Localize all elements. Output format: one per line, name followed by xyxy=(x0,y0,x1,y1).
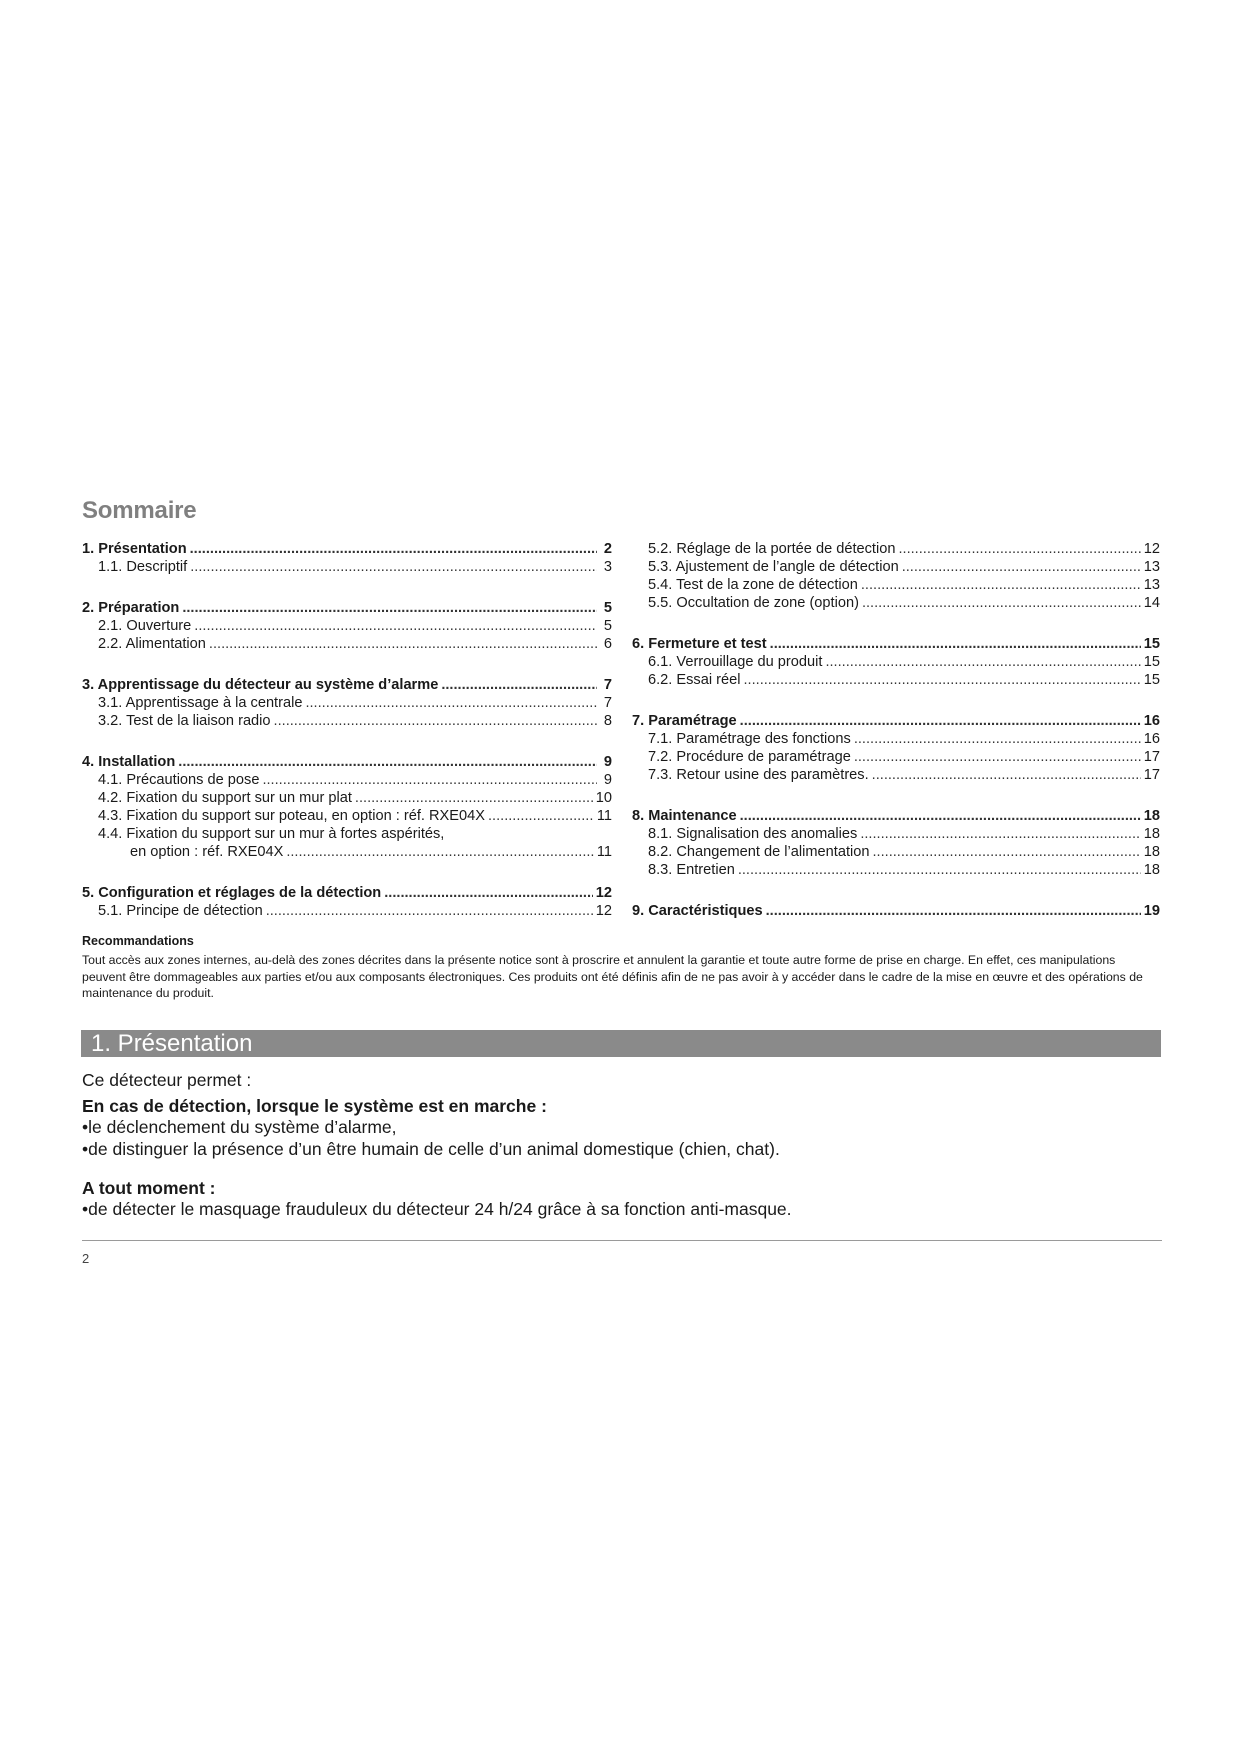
toc-entry[interactable] xyxy=(82,676,612,694)
toc-entry-label: 7.1. Paramétrage des fonctions xyxy=(648,731,851,747)
toc-entry-page: 9 xyxy=(603,772,612,788)
toc-entry-label: 6.1. Verrouillage du produit xyxy=(648,654,823,670)
toc-entry-page: 14 xyxy=(1143,595,1160,611)
toc-leader xyxy=(740,807,1141,825)
toc-leader xyxy=(286,843,594,861)
anytime-heading: A tout moment : xyxy=(82,1178,216,1198)
toc-left-column xyxy=(82,540,612,920)
toc-entry-page: 11 xyxy=(596,844,612,860)
toc-entry[interactable] xyxy=(82,753,612,771)
toc-leader xyxy=(262,771,597,789)
toc-leader xyxy=(266,902,593,920)
toc-entry-page: 19 xyxy=(1143,903,1160,919)
toc-entry-page: 12 xyxy=(595,903,612,919)
toc-entry-label: 8.1. Signalisation des anomalies xyxy=(648,826,858,842)
toc-entry-page: 7 xyxy=(603,677,612,693)
toc-entry-label: 5.4. Test de la zone de détection xyxy=(648,577,858,593)
toc-entry-page: 13 xyxy=(1143,577,1160,593)
toc-entry[interactable] xyxy=(632,558,1160,576)
toc-entry-page: 5 xyxy=(603,618,612,634)
toc-entry-page: 13 xyxy=(1143,559,1160,575)
toc-entry-label: 5.3. Ajustement de l’angle de détection xyxy=(648,559,899,575)
toc-entry-page: 5 xyxy=(603,600,612,616)
list-item: • de détecter le masquage frauduleux du détecteur 24 h/24 grâce à sa fonction anti-masque. xyxy=(82,1198,792,1220)
toc-leader xyxy=(738,861,1141,879)
toc-entry-page: 12 xyxy=(595,885,612,901)
toc-entry-label: 5.5. Occultation de zone (option) xyxy=(648,595,859,611)
recommendations-title: Recommandations xyxy=(82,934,194,948)
toc-leader xyxy=(355,789,593,807)
toc-entry-label: 1.1. Descriptif xyxy=(98,559,188,575)
toc-leader xyxy=(862,594,1141,612)
toc-entry-label: 4. Installation xyxy=(82,754,176,770)
toc-entry[interactable] xyxy=(632,748,1160,766)
toc-entry-label: 3. Apprentissage du détecteur au système d’alarme xyxy=(82,677,439,693)
toc-entry[interactable] xyxy=(82,807,612,825)
toc-entry-label: 2.2. Alimentation xyxy=(98,636,206,652)
toc-entry[interactable] xyxy=(632,807,1160,825)
toc-entry-page: 6 xyxy=(603,636,612,652)
toc-entry-label: 8.3. Entretien xyxy=(648,862,735,878)
toc-entry[interactable] xyxy=(82,558,612,576)
toc-entry-label: 2. Préparation xyxy=(82,600,180,616)
toc-leader xyxy=(441,676,597,694)
toc-entry[interactable] xyxy=(632,653,1160,671)
toc-entry[interactable] xyxy=(632,730,1160,748)
toc-entry-page: 15 xyxy=(1143,672,1160,688)
toc-leader xyxy=(854,730,1141,748)
toc-entry[interactable] xyxy=(632,635,1160,653)
toc-entry[interactable] xyxy=(632,843,1160,861)
toc-entry-page: 16 xyxy=(1143,731,1160,747)
toc-entry-label: 3.1. Apprentissage à la centrale xyxy=(98,695,303,711)
toc-entry-page: 7 xyxy=(603,695,612,711)
toc-entry[interactable] xyxy=(82,825,612,843)
toc-entry-page: 8 xyxy=(603,713,612,729)
toc-entry[interactable] xyxy=(82,771,612,789)
toc-entry-page: 16 xyxy=(1143,713,1160,729)
toc-leader xyxy=(209,635,597,653)
toc-leader xyxy=(743,671,1140,689)
toc-entry-label: 2.1. Ouverture xyxy=(98,618,192,634)
section-intro: Ce détecteur permet : xyxy=(82,1070,252,1090)
toc-leader xyxy=(190,558,597,576)
toc-entry-label: 5.2. Réglage de la portée de détection xyxy=(648,541,896,557)
recommendations-text: Tout accès aux zones internes, au-delà des zones décrites dans la présente notice sont à proscrire et annulent la garantie et toute autre forme de prise en charge. En effet, ces manipulations peuvent être dommageables aux parties et/ou aux composants électroniques. Ces produits ont été définis afin de ne pas avoir à y accéder dans le cadre de la mise en œuvre et des opérations de maintenance du produit. xyxy=(82,953,1143,1000)
toc-entry-label: 3.2. Test de la liaison radio xyxy=(98,713,271,729)
toc-entry-page: 18 xyxy=(1143,862,1160,878)
toc-entry-page: 12 xyxy=(1143,541,1160,557)
toc-leader xyxy=(898,540,1140,558)
toc-entry-label: 5. Configuration et réglages de la détection xyxy=(82,885,382,901)
toc-entry-label: 8.2. Changement de l’alimentation xyxy=(648,844,870,860)
toc-entry-label: 7.3. Retour usine des paramètres. xyxy=(648,767,869,783)
toc-entry-label: 6. Fermeture et test xyxy=(632,636,767,652)
toc-entry[interactable] xyxy=(632,671,1160,689)
page-number: 2 xyxy=(82,1251,90,1266)
toc-entry-page: 17 xyxy=(1143,749,1160,765)
toc-entry-label: 4.2. Fixation du support sur un mur plat xyxy=(98,790,352,806)
toc-entry[interactable] xyxy=(82,884,612,902)
toc-leader xyxy=(825,653,1140,671)
toc-entry-label: 7.2. Procédure de paramétrage xyxy=(648,749,851,765)
toc-right-column xyxy=(632,540,1160,920)
toc-entry[interactable] xyxy=(632,594,1160,612)
toc-entry[interactable] xyxy=(632,825,1160,843)
toc-entry-label: 1. Présentation xyxy=(82,541,187,557)
toc-entry-page: 15 xyxy=(1143,654,1160,670)
toc-entry-page: 15 xyxy=(1143,636,1160,652)
toc-entry[interactable] xyxy=(82,694,612,712)
toc-leader xyxy=(194,617,597,635)
toc-entry-page: 18 xyxy=(1143,808,1160,824)
toc-entry[interactable] xyxy=(632,712,1160,730)
toc-leader xyxy=(740,712,1141,730)
toc-entry[interactable] xyxy=(82,540,612,558)
toc-entry-label: 4.3. Fixation du support sur poteau, en option : réf. RXE04X xyxy=(98,808,485,824)
toc-leader xyxy=(766,902,1141,920)
toc-entry[interactable] xyxy=(82,843,612,861)
toc-entry[interactable] xyxy=(632,861,1160,879)
toc-entry-page: 18 xyxy=(1143,844,1160,860)
toc-entry-label: 6.2. Essai réel xyxy=(648,672,741,688)
toc-entry[interactable] xyxy=(632,576,1160,594)
toc-entry-label: en option : réf. RXE04X xyxy=(130,844,284,860)
list-item: • le déclenchement du système d’alarme, xyxy=(82,1116,780,1138)
toc-entry[interactable] xyxy=(82,712,612,730)
toc-entry-label: 7. Paramétrage xyxy=(632,713,737,729)
toc-leader xyxy=(854,748,1141,766)
toc-entry-label: 9. Caractéristiques xyxy=(632,903,763,919)
toc-entry[interactable] xyxy=(632,902,1160,920)
toc-entry[interactable] xyxy=(632,766,1160,784)
toc-leader xyxy=(872,843,1140,861)
toc-entry-label: 8. Maintenance xyxy=(632,808,737,824)
toc-leader xyxy=(488,807,594,825)
toc-leader xyxy=(305,694,597,712)
toc-leader xyxy=(190,540,597,558)
toc-leader xyxy=(770,635,1141,653)
toc-leader xyxy=(178,753,597,771)
toc-entry-page: 2 xyxy=(603,541,612,557)
toc-entry-page: 18 xyxy=(1143,826,1160,842)
section-heading-bar: 1. Présentation xyxy=(81,1030,1161,1057)
toc-entry[interactable] xyxy=(82,902,612,920)
detection-heading: En cas de détection, lorsque le système est en marche : xyxy=(82,1096,547,1116)
toc-leader xyxy=(861,576,1141,594)
anytime-list xyxy=(82,1198,792,1220)
toc-entry-label: 4.4. Fixation du support sur un mur à fortes aspérités, xyxy=(98,826,445,842)
toc-entry-label: 4.1. Précautions de pose xyxy=(98,772,260,788)
toc-entry[interactable] xyxy=(82,617,612,635)
toc-entry-label: 5.1. Principe de détection xyxy=(98,903,263,919)
toc-entry-page: 10 xyxy=(595,790,612,806)
detection-list xyxy=(82,1116,780,1160)
toc-leader xyxy=(860,825,1140,843)
toc-leader xyxy=(182,599,597,617)
toc-entry-page: 9 xyxy=(603,754,612,770)
toc-entry-page: 3 xyxy=(603,559,612,575)
toc-leader xyxy=(902,558,1141,576)
toc-entry[interactable] xyxy=(82,599,612,617)
list-item: • de distinguer la présence d’un être humain de celle d’un animal domestique (chien, chat). xyxy=(82,1138,780,1160)
toc-entry[interactable] xyxy=(82,635,612,653)
toc-entry-page: 11 xyxy=(596,808,612,824)
toc-leader xyxy=(872,766,1141,784)
toc-entry-page: 17 xyxy=(1143,767,1160,783)
toc-leader xyxy=(274,712,597,730)
toc-entry[interactable] xyxy=(82,789,612,807)
toc-leader xyxy=(384,884,593,902)
toc-title: Sommaire xyxy=(82,497,197,524)
toc-entry[interactable] xyxy=(632,540,1160,558)
footer-divider xyxy=(82,1240,1162,1241)
